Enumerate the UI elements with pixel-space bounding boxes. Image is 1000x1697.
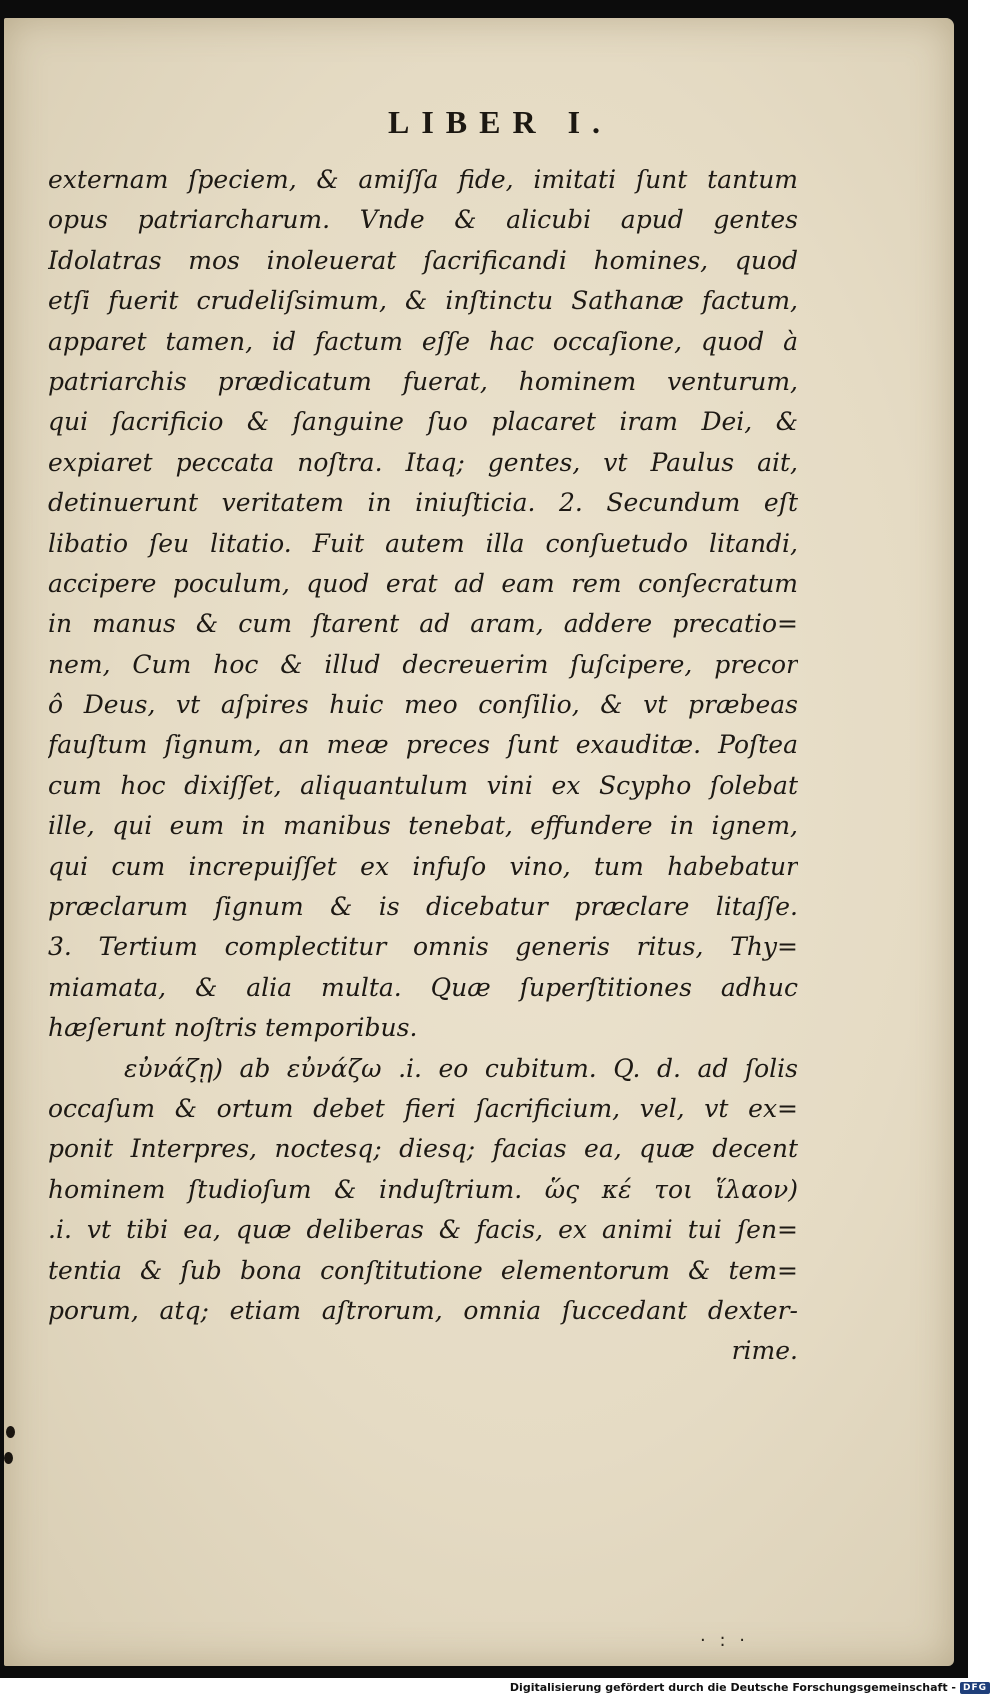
text-line: miamata, & alia multa. Quæ ſuperſtitiones adhuc (48, 972, 798, 1002)
text-line: 3. Tertium complectitur omnis generis ritus, Thy= (48, 932, 798, 962)
footer-dots: · : · (700, 1630, 749, 1651)
text-line: tentia & ſub bona conſtitutione elementorum & tem= (48, 1255, 798, 1285)
margin-dot (6, 1426, 15, 1438)
text-line: etſi fuerit crudeliſsimum, & inſtinctu Sathanæ factum, (48, 286, 798, 316)
text-line: patriarchis prædicatum fuerat, hominem venturum, (48, 366, 798, 396)
text-line: accipere poculum, quod erat ad eam rem conſecratum (48, 568, 798, 598)
text-line: rime. (731, 1336, 798, 1366)
credit-text: Digitalisierung gefördert durch die Deutsche Forschungsgemeinschaft - (509, 1681, 956, 1694)
text-line: cum hoc dixiſſet, aliquantulum vini ex Scypho ſolebat (48, 770, 798, 800)
text-line: libatio ſeu litatio. Fuit autem illa conſuetudo litandi, (48, 528, 798, 558)
text-line: occaſum & ortum debet fieri ſacrificium, vel, vt ex= (48, 1093, 798, 1123)
text-line: opus patriarcharum. Vnde & alicubi apud gentes (48, 205, 798, 235)
text-line: ille, qui eum in manibus tenebat, effundere in ignem, (48, 811, 798, 841)
margin-dot (4, 1452, 13, 1464)
text-line: porum, atq; etiam aſtrorum, omnia ſuccedant dexter- (48, 1295, 798, 1325)
running-head: LIBER I. (387, 104, 613, 140)
dfg-logo: DFG (960, 1682, 990, 1694)
text-line: nem, Cum hoc & illud decreuerim ſuſcipere, precor (48, 649, 798, 679)
body-text (48, 160, 798, 1372)
text-line: externam ſpeciem, & amiſſa fide, imitati ſunt tantum (48, 165, 798, 194)
text-line: hæſerunt noſtris temporibus. (48, 1013, 418, 1043)
text-line: ô Deus, vt aſpires huic meo conſilio, & vt præbeas (48, 690, 798, 720)
text-line: fauſtum ſignum, an meæ preces ſunt exauditæ. Poſtea (48, 730, 798, 760)
text-line: Idolatras mos inoleuerat ſacrificandi homines, quod (48, 245, 798, 275)
text-line: præclarum ſignum & is dicebatur præclare litaſſe. (48, 892, 798, 922)
text-line: hominem ſtudioſum & induſtrium. ὥς κέ τοι ἵλαον) (48, 1174, 798, 1204)
digitization-credit (510, 1678, 990, 1697)
text-line: in manus & cum ſtarent ad aram, addere precatio= (48, 609, 798, 639)
text-line: .i. vt tibi ea, quæ deliberas & facis, ex animi tui ſen= (48, 1215, 798, 1245)
text-line: εὐνάζῃ) ab εὐνάζω .i. eo cubitum. Q. d. ad ſolis (124, 1053, 798, 1083)
text-line: apparet tamen, id factum eſſe hac occaſione, quod à (48, 326, 798, 356)
text-line: detinuerunt veritatem in iniuſticia. 2. Secundum eſt (48, 488, 798, 518)
text-line: qui cum increpuiſſet ex infuſo vino, tum habebatur (48, 851, 798, 881)
text-line: expiaret peccata noſtra. Itaq; gentes, vt Paulus ait, (48, 447, 798, 477)
text-line: qui ſacrificio & ſanguine ſuo placaret iram Dei, & (48, 407, 798, 437)
text-line: ponit Interpres, noctesq; diesq; facias ea, quæ decent (48, 1134, 798, 1164)
